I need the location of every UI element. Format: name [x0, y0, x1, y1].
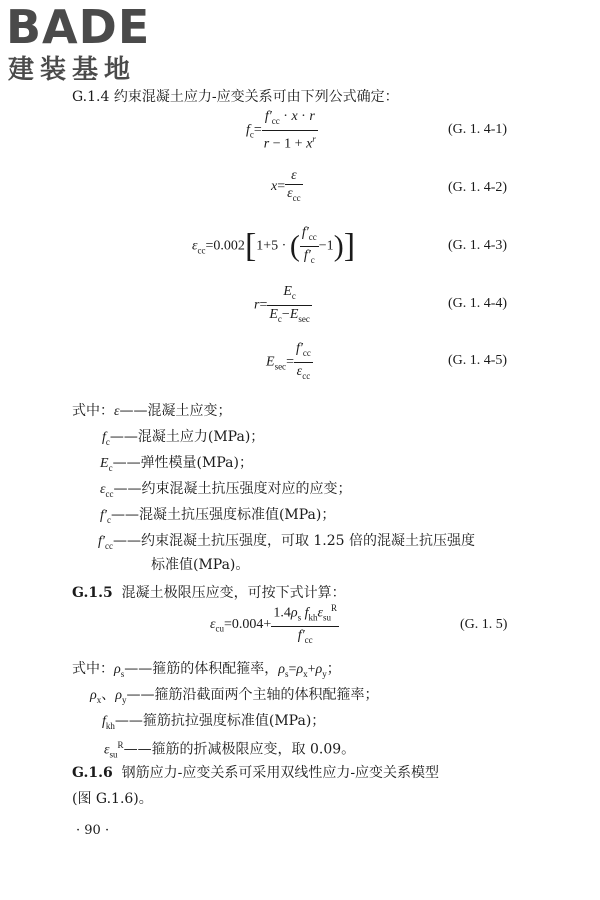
equation-g143: $\varepsilon_{cc}=0.002[1+5$ · ( $\frac{f'_{cc}}{f'_c}$ −1)]: [192, 224, 355, 269]
logo-brand: BADE: [6, 0, 151, 54]
definition-epsilon: 式中：ε——混凝土应变；: [72, 403, 232, 419]
equation-g141: $f_c=$ $\frac{f'_{cc} \cdot x \cdot r}{r - 1 + x^r}$: [246, 109, 316, 152]
definition-fcc-prime: $f'_{cc}——$约束混凝土抗压强度，可取 1.25 倍的混凝土抗压强度: [98, 533, 476, 551]
logo-subtitle: 建装基地: [8, 55, 137, 85]
definition-epsilon-su: $\varepsilon_{su}^R——$箍筋的折减极限应变，取 0.09。: [104, 740, 356, 760]
definition-fc-prime: $f'_c——$混凝土抗压强度标准值(MPa)；: [100, 507, 336, 525]
section-heading-g15: G.1.5 混凝土极限压应变，可按下式计算：: [72, 585, 346, 601]
equation-label-g145: (G. 1. 4-5): [448, 353, 508, 368]
section-heading-g14: G.1.4 约束混凝土应力-应变关系可由下列公式确定：: [72, 89, 399, 105]
equation-g144: r= $\frac{E_c}{E_c-E_{sec}}$: [254, 283, 312, 328]
definition-fcc-prime-cont: 标准值(MPa)。: [151, 557, 250, 573]
equation-g145: $E_{sec}=$ $\frac{f'_{cc}}{\varepsilon_{cc}}$: [266, 340, 313, 385]
section-heading-g16-cont: (图 G.1.6)。: [72, 791, 153, 807]
definition-epsilon-cc: $\varepsilon_{cc}——$约束混凝土抗压强度对应的应变；: [100, 481, 352, 499]
section-heading-g16: G.1.6 钢筋应力-应变关系可采用双线性应力-应变关系模型: [72, 765, 440, 781]
equation-g142: x= $\frac{\varepsilon}{\varepsilon_{cc}}$: [271, 167, 303, 207]
equation-label-g15: (G. 1. 5): [460, 617, 508, 632]
definition-ec: $E_c——$弹性模量(MPa)；: [100, 455, 253, 473]
equation-label-g144: (G. 1. 4-4): [448, 296, 508, 311]
page-number: · 90 ·: [76, 823, 110, 838]
equation-label-g141: (G. 1. 4-1): [448, 122, 508, 137]
equation-label-g142: (G. 1. 4-2): [448, 180, 508, 195]
definition-rho-xy: $\rho_x$、$\rho_y——$箍筋沿截面两个主轴的体积配箍率；: [90, 687, 379, 705]
definition-fc: $f_c——$混凝土应力(MPa)；: [102, 429, 265, 447]
definition-fkh: $f_{kh}——$箍筋抗拉强度标准值(MPa)；: [102, 713, 326, 731]
equation-label-g143: (G. 1. 4-3): [448, 238, 508, 253]
definition-rho-s: 式中：$\rho_s——$箍筋的体积配箍率，$\rho_s=\rho_x+\rho_y$；: [72, 661, 341, 679]
equation-g15: $\varepsilon_{cu}=0.004+$ $\frac{1.4\rho_s f_{kh}\varepsilon_{su}^R}{f'_{cc}}$: [210, 600, 339, 649]
